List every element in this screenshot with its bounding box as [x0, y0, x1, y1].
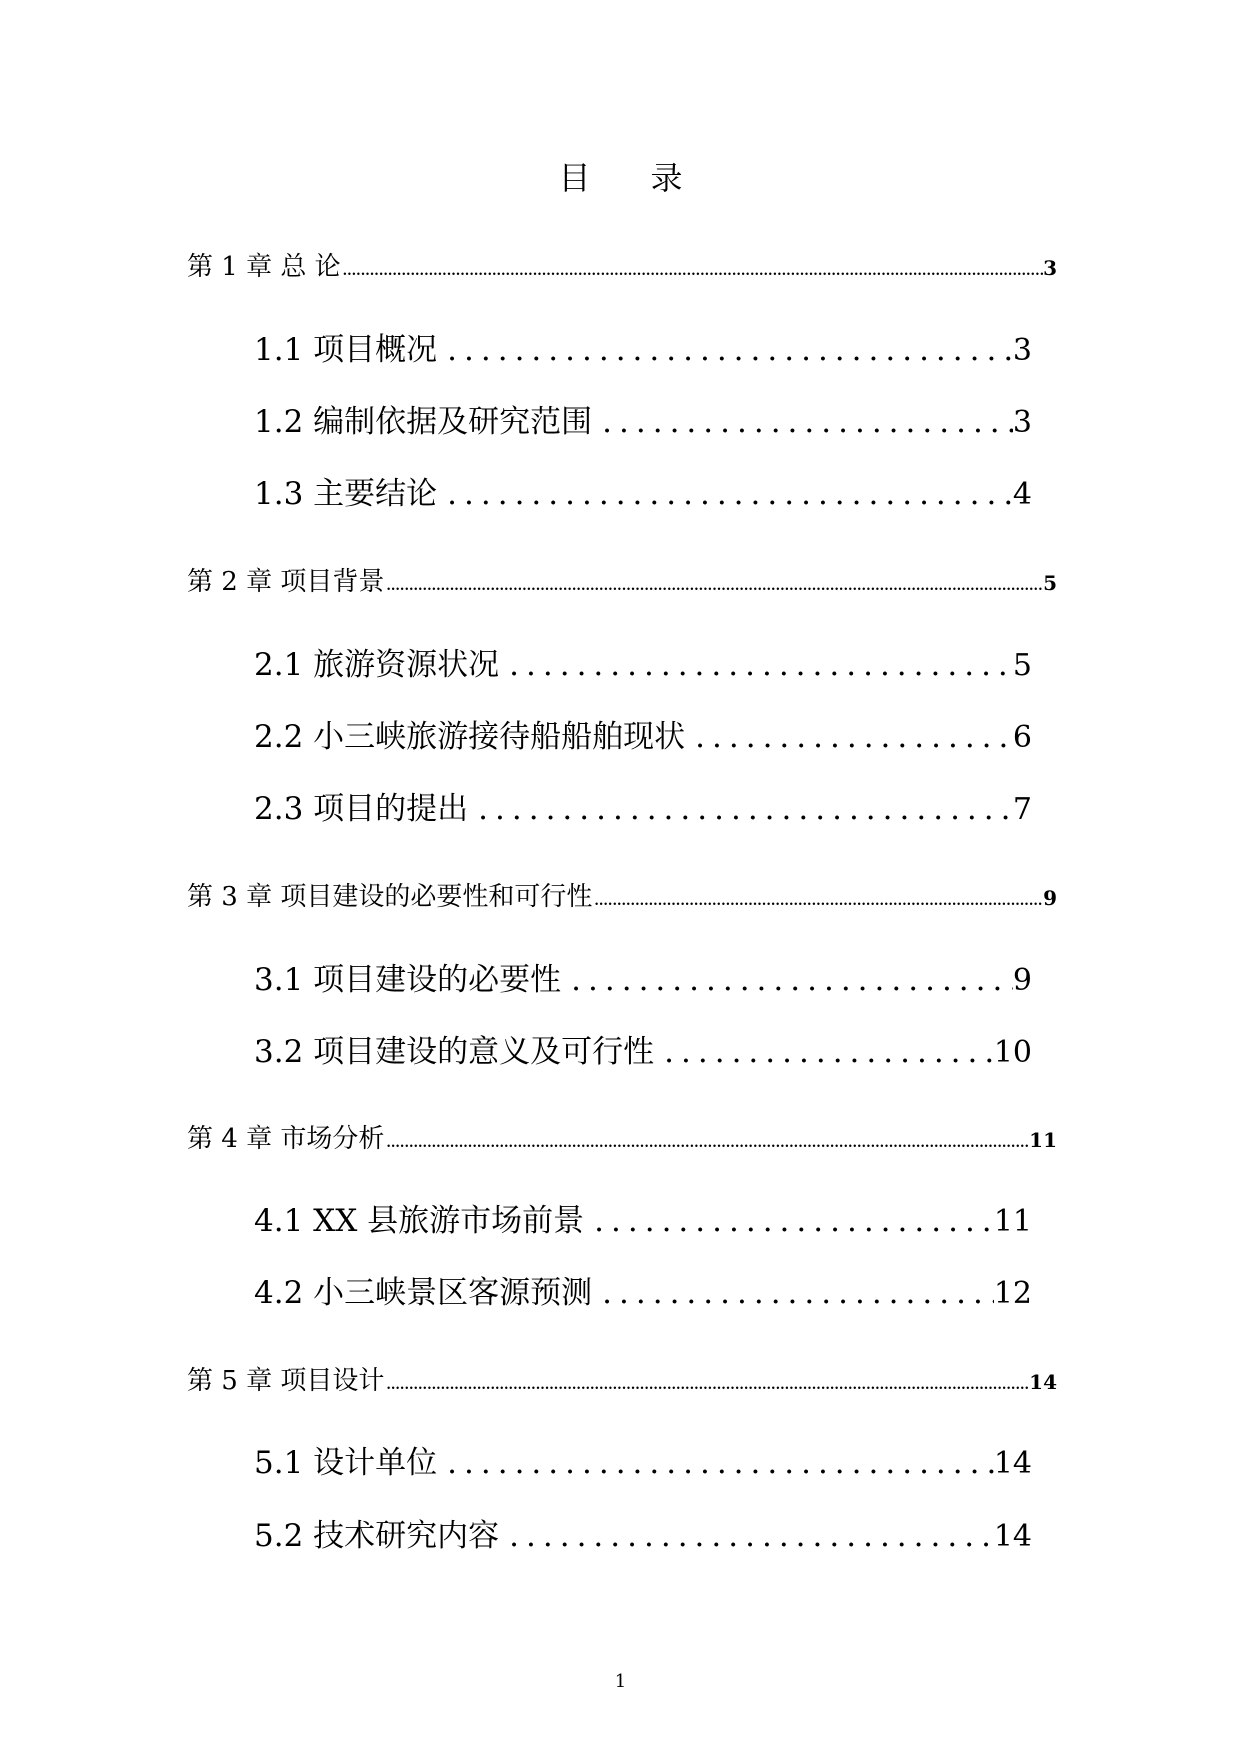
toc-entry-label: 1.3 主要结论	[254, 476, 438, 512]
toc-chapter-4[interactable]	[187, 1122, 1057, 1161]
toc-entry-label: 1.2 编制依据及研究范围	[254, 404, 593, 440]
dot-leader	[685, 717, 1013, 757]
toc-entry-page: 9	[1043, 886, 1057, 910]
toc-entry-label: 第 3 章 项目建设的必要性和可行性	[187, 882, 593, 912]
toc-entry-label: 2.1 旅游资源状况	[254, 647, 500, 683]
toc-entry-label: 5.1 设计单位	[254, 1445, 438, 1481]
toc-entry-page: 9	[1012, 963, 1032, 998]
toc-chapter-2[interactable]	[187, 565, 1057, 604]
toc-section-3-2[interactable]	[254, 1032, 1032, 1073]
toc-section-5-2[interactable]	[254, 1516, 1032, 1557]
toc-entry-page: 3	[1012, 333, 1032, 368]
toc-entry-page: 5	[1043, 571, 1057, 595]
toc-entry-label: 第 4 章 市场分析	[187, 1124, 385, 1154]
toc-entry-page: 11	[1029, 1128, 1057, 1152]
toc-section-4-2[interactable]	[254, 1273, 1032, 1314]
toc-entry-page: 4	[1012, 477, 1032, 512]
dot-leader	[499, 645, 1013, 685]
dot-leader	[437, 330, 1013, 370]
toc-entry-label: 4.2 小三峡景区客源预测	[254, 1275, 593, 1311]
dot-leader	[584, 1201, 994, 1241]
toc-chapter-1[interactable]	[187, 250, 1057, 289]
toc-entry-label: 3.1 项目建设的必要性	[254, 962, 562, 998]
dot-leader	[468, 789, 1013, 829]
dot-leader	[654, 1032, 994, 1072]
dot-leader	[561, 960, 1013, 1000]
dot-leader	[341, 255, 1043, 289]
toc-entry-label: 1.1 项目概况	[254, 332, 438, 368]
toc-section-1-2[interactable]	[254, 402, 1032, 443]
toc-entry-label: 2.2 小三峡旅游接待船船舶现状	[254, 719, 686, 755]
dot-leader	[499, 1516, 994, 1556]
toc-section-2-3[interactable]	[254, 789, 1032, 830]
dot-leader	[384, 1369, 1029, 1403]
page-number: 1	[614, 1671, 627, 1692]
toc-entry-label: 第 1 章 总 论	[187, 252, 341, 282]
toc-entry-label: 3.2 项目建设的意义及可行性	[254, 1034, 655, 1070]
toc-entry-page: 5	[1012, 648, 1032, 683]
toc-entry-page: 3	[1043, 256, 1057, 280]
toc-entry-page: 12	[993, 1276, 1032, 1311]
toc-entry-page: 10	[993, 1035, 1032, 1070]
toc-entry-page: 3	[1012, 405, 1032, 440]
toc-entry-page: 6	[1012, 720, 1032, 755]
dot-leader	[384, 1127, 1029, 1161]
toc-entry-page: 7	[1012, 792, 1032, 827]
toc-entry-label: 4.1 XX 县旅游市场前景	[254, 1203, 585, 1239]
toc-entry-label: 第 2 章 项目背景	[187, 567, 385, 597]
dot-leader	[384, 570, 1043, 604]
dot-leader	[592, 885, 1043, 919]
toc-section-3-1[interactable]	[254, 960, 1032, 1001]
dot-leader	[437, 1443, 994, 1483]
toc-entry-page: 11	[993, 1204, 1032, 1239]
dot-leader	[592, 402, 1013, 442]
toc-entry-label: 5.2 技术研究内容	[254, 1518, 500, 1554]
toc-entry-page: 14	[993, 1446, 1032, 1481]
toc-entry-page: 14	[1029, 1370, 1057, 1394]
toc-section-2-2[interactable]	[254, 717, 1032, 758]
toc-section-1-3[interactable]	[254, 474, 1032, 515]
toc-chapter-3[interactable]	[187, 880, 1057, 919]
toc-section-2-1[interactable]	[254, 645, 1032, 686]
toc-entry-page: 14	[993, 1519, 1032, 1554]
toc-entry-label: 第 5 章 项目设计	[187, 1366, 385, 1396]
toc-section-4-1[interactable]	[254, 1201, 1032, 1242]
toc-entry-label: 2.3 项目的提出	[254, 791, 469, 827]
dot-leader	[592, 1273, 994, 1313]
dot-leader	[437, 474, 1013, 514]
toc-title: 目录	[558, 159, 743, 197]
toc-section-5-1[interactable]	[254, 1443, 1032, 1484]
toc-section-1-1[interactable]	[254, 330, 1032, 371]
toc-chapter-5[interactable]	[187, 1364, 1057, 1403]
